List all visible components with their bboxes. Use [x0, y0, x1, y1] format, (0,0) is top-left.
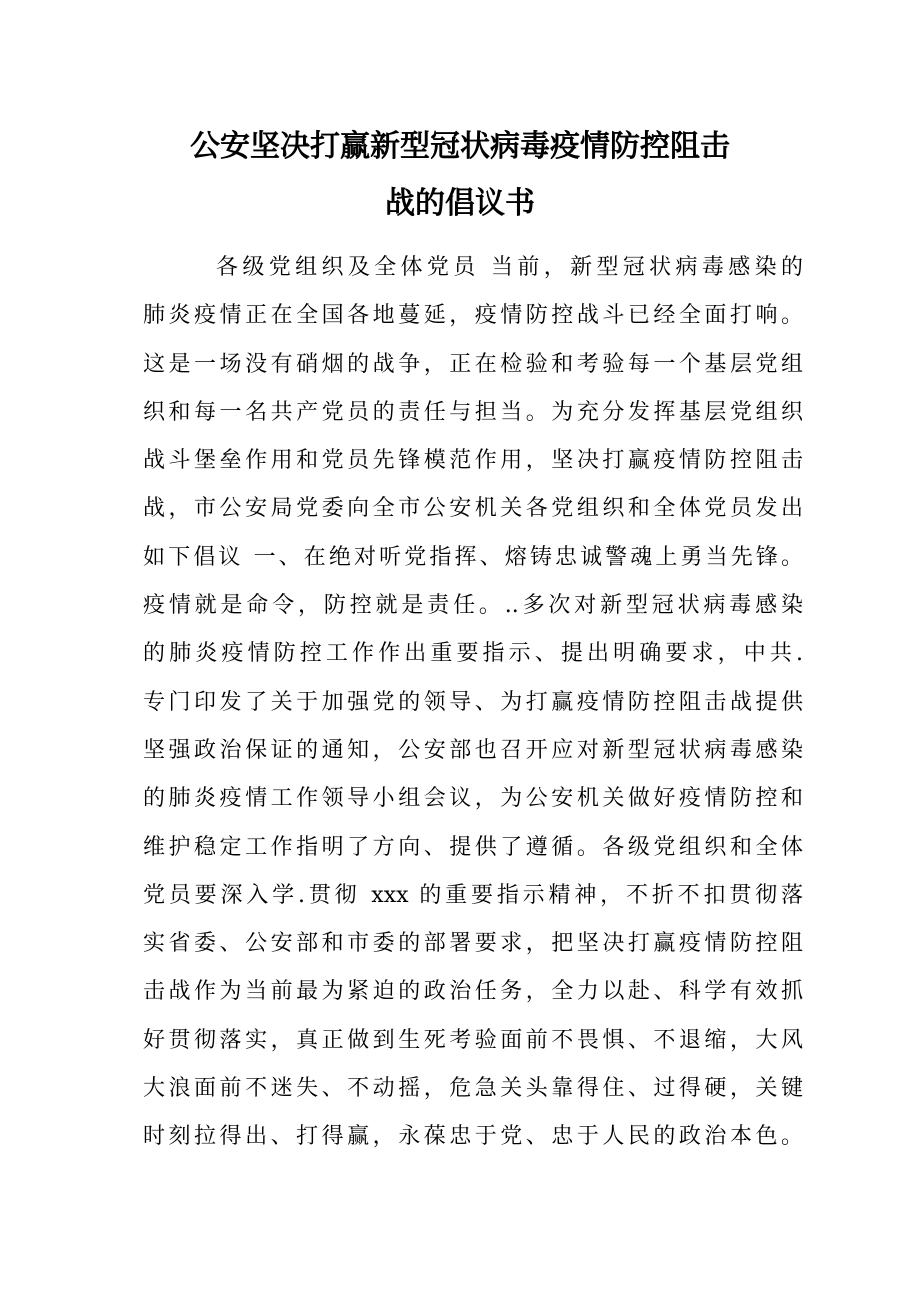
body-line: 击战作为当前最为紧迫的政治任务，全力以赴、科学有效抓	[143, 979, 803, 1005]
body-line: 疫情就是命令，防控就是责任。..多次对新型冠状病毒感染	[143, 593, 803, 619]
body-line: 专门印发了关于加强党的领导、为打赢疫情防控阻击战提供	[143, 689, 803, 715]
body-line: 织和每一名共产党员的责任与担当。为充分发挥基层党组织	[143, 399, 803, 425]
body-line: 的肺炎疫情防控工作作出重要指示、提出明确要求，中共.	[143, 641, 803, 667]
body-line: 战，市公安局党委向全市公安机关各党组织和全体党员发出	[143, 496, 803, 522]
document-body	[143, 244, 803, 1162]
body-line: 时刻拉得出、打得赢，永葆忠于党、忠于人民的政治本色。	[143, 1124, 803, 1150]
body-line: 的肺炎疫情工作领导小组会议，为公安机关做好疫情防控和	[143, 786, 803, 812]
body-line: 坚强政治保证的通知，公安部也召开应对新型冠状病毒感染	[143, 737, 803, 763]
body-line: 大浪面前不迷失、不动摇，危急关头靠得住、过得硬，关键	[143, 1076, 803, 1102]
body-line: 实省委、公安部和市委的部署要求，把坚决打赢疫情防控阻	[143, 931, 803, 957]
body-line: 如下倡议 一、在绝对听党指挥、熔铸忠诚警魂上勇当先锋。	[143, 544, 803, 570]
body-line: 战斗堡垒作用和党员先锋模范作用，坚决打赢疫情防控阻击	[143, 448, 803, 474]
document-title-line-2: 战的倡议书	[385, 186, 535, 221]
document-title-line-1: 公安坚决打赢新型冠状病毒疫情防控阻击	[190, 129, 730, 164]
body-line: 党员要深入学.贯彻 xxx 的重要指示精神，不折不扣贯彻落	[143, 882, 803, 908]
body-line: 维护稳定工作指明了方向、提供了遵循。各级党组织和全体	[143, 834, 803, 860]
body-line: 好贯彻落实，真正做到生死考验面前不畏惧、不退缩，大风	[143, 1027, 803, 1053]
body-line: 各级党组织及全体党员 当前，新型冠状病毒感染的	[216, 255, 803, 280]
body-line: 这是一场没有硝烟的战争，正在检验和考验每一个基层党组	[143, 351, 803, 377]
body-line: 肺炎疫情正在全国各地蔓延，疫情防控战斗已经全面打响。	[143, 303, 803, 329]
